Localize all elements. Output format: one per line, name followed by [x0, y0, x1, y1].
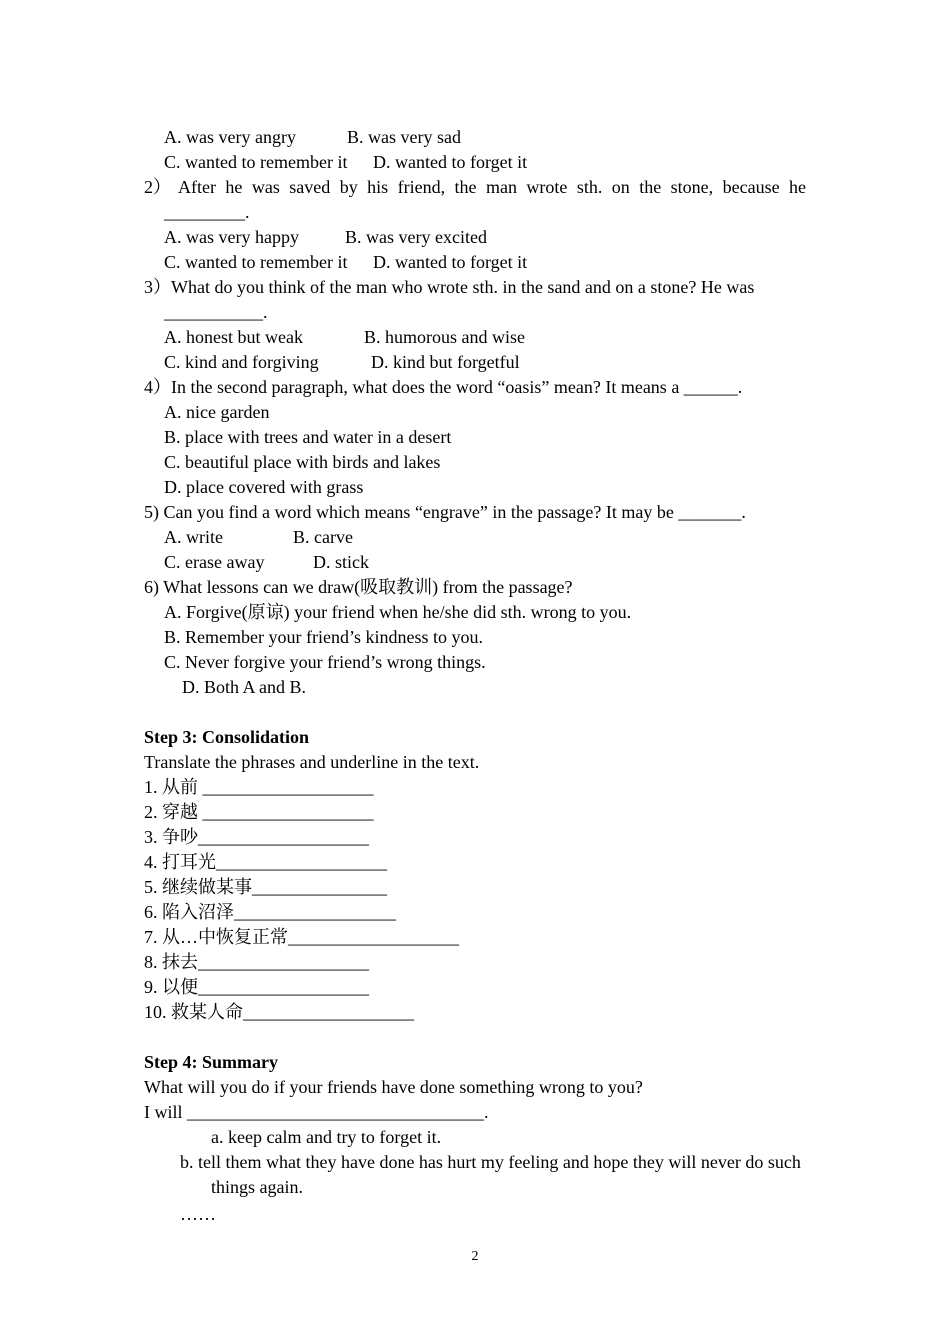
q1-option-b: B. was very sad [347, 127, 461, 147]
step4-option-b: b. tell them what they have done has hurt my feeling and hope they will never do such things again. [180, 1152, 801, 1197]
q1-options-row1 [144, 125, 806, 150]
q5-option-c: C. erase away [164, 552, 265, 572]
q3-option-b: B. humorous and wise [364, 327, 525, 347]
q5-option-a: A. write [164, 527, 223, 547]
q2-question [144, 175, 806, 200]
step3-item-1: 1. 从前 ___________________ [144, 777, 374, 797]
q3-options-row2 [144, 350, 806, 375]
q6-option-c: C. Never forgive your friend’s wrong things. [164, 652, 486, 672]
step3-item-7: 7. 从…中恢复正常___________________ [144, 927, 459, 947]
page-number: 2 [471, 1249, 479, 1264]
q3-option-c: C. kind and forgiving [164, 352, 319, 372]
step4-heading: Step 4: Summary [144, 1052, 278, 1072]
q1-options-row2 [144, 150, 806, 175]
step3-item-6: 6. 陷入沼泽__________________ [144, 902, 396, 922]
q5-option-b: B. carve [293, 527, 353, 547]
q1-option-c: C. wanted to remember it [164, 152, 348, 172]
q2-text: After he was saved by his friend, the man wrote sth. on the stone, because he [178, 177, 806, 197]
q4-option-c: C. beautiful place with birds and lakes [164, 452, 441, 472]
q5-options-row2 [144, 550, 806, 575]
step3-item-5: 5. 继续做某事_______________ [144, 877, 387, 897]
q5-option-d: D. stick [313, 552, 369, 572]
step3-item-8: 8. 抹去___________________ [144, 952, 369, 972]
q2-options-row2 [144, 250, 806, 275]
q3-options-row1 [144, 325, 806, 350]
step4-answer-line: I will _________________________________. [144, 1102, 489, 1122]
q6-question: 6) What lessons can we draw(吸取教训) from the passage? [144, 577, 573, 597]
q2-option-a: A. was very happy [164, 227, 299, 247]
q6-option-b: B. Remember your friend’s kindness to you. [164, 627, 483, 647]
step4-question: What will you do if your friends have done something wrong to you? [144, 1077, 643, 1097]
step4-option-a: a. keep calm and try to forget it. [211, 1127, 442, 1147]
q2-blank: _________. [164, 202, 250, 222]
q2-option-b: B. was very excited [345, 227, 487, 247]
step3-instruction: Translate the phrases and underline in the text. [144, 752, 480, 772]
step3-item-9: 9. 以便___________________ [144, 977, 369, 997]
q2-number: 2） [144, 177, 171, 197]
step3-item-10: 10. 救某人命___________________ [144, 1002, 414, 1022]
spacer [144, 1025, 806, 1050]
step3-item-3: 3. 争吵___________________ [144, 827, 369, 847]
step3-item-2: 2. 穿越 ___________________ [144, 802, 374, 822]
q3-option-d: D. kind but forgetful [371, 352, 520, 372]
step4-ellipsis: …… [180, 1204, 216, 1224]
q5-question: 5) Can you find a word which means “engrave” in the passage? It may be _______. [144, 502, 746, 522]
q6-option-a: A. Forgive(原谅) your friend when he/she did sth. wrong to you. [164, 602, 632, 622]
q4-question: 4）In the second paragraph, what does the word “oasis” mean? It means a ______. [144, 377, 743, 397]
q4-option-b: B. place with trees and water in a desert [164, 427, 452, 447]
page-content [144, 125, 806, 1227]
q2-option-c: C. wanted to remember it [164, 252, 348, 272]
q4-option-d: D. place covered with grass [164, 477, 364, 497]
q4-option-a: A. nice garden [164, 402, 270, 422]
spacer [144, 700, 806, 725]
step3-heading: Step 3: Consolidation [144, 727, 310, 747]
q3-question: 3）What do you think of the man who wrote sth. in the sand and on a stone? He was [144, 277, 755, 297]
q5-options-row1 [144, 525, 806, 550]
q2-option-d: D. wanted to forget it [373, 252, 528, 272]
step3-item-4: 4. 打耳光___________________ [144, 852, 387, 872]
q2-options-row1 [144, 225, 806, 250]
q1-option-d: D. wanted to forget it [373, 152, 528, 172]
q6-option-d: D. Both A and B. [182, 677, 307, 697]
q1-option-a: A. was very angry [164, 127, 296, 147]
q3-option-a: A. honest but weak [164, 327, 303, 347]
q3-blank: ___________. [164, 302, 268, 322]
